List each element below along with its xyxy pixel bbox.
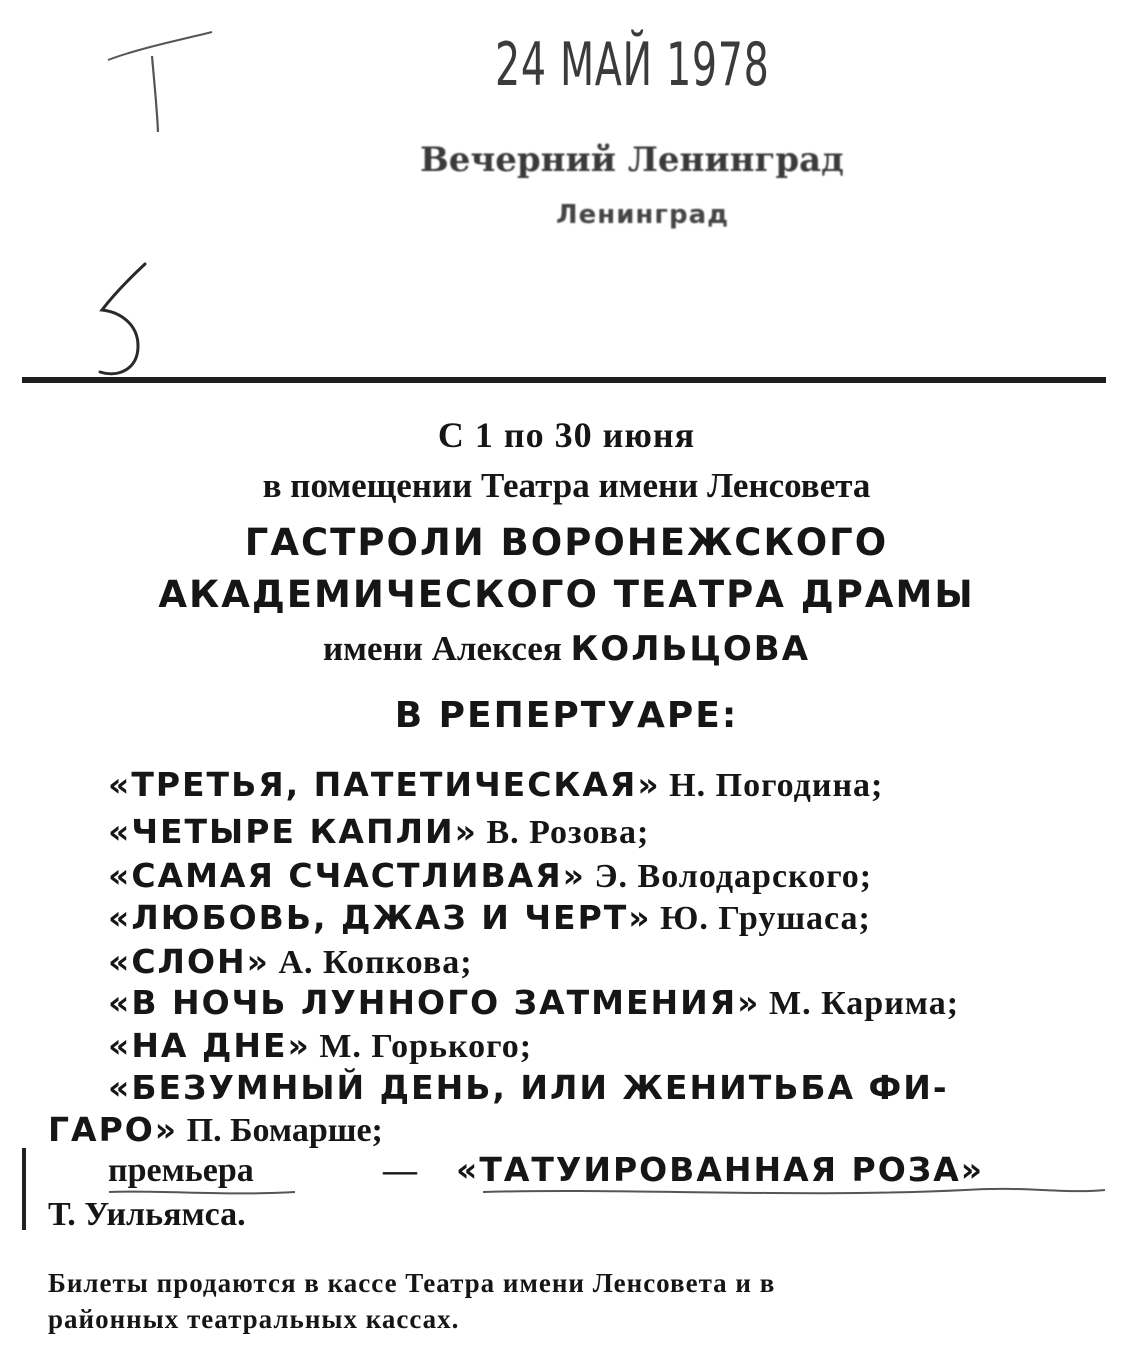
separator-rule (22, 377, 1106, 383)
play-author: П. Бомарше; (186, 1112, 383, 1149)
play-item-figaro-line-2 (48, 1110, 383, 1150)
play-author: М. Горького; (319, 1028, 533, 1065)
play-author: А. Копкова; (278, 944, 473, 981)
headline-line-2: АКАДЕМИЧЕСКОГО ТЕАТРА ДРАМЫ (158, 573, 975, 616)
play-item (108, 898, 1108, 938)
stamp-date: 24 МАЙ 1978 (495, 30, 770, 100)
handwritten-5-mark (90, 258, 160, 388)
play-author: В. Розова; (486, 814, 650, 851)
theatre-named-after (0, 629, 1133, 669)
play-item (108, 942, 1108, 982)
premiere-dash: — (383, 1152, 417, 1189)
play-title: «ТРЕТЬЯ, ПАТЕТИЧЕСКАЯ» (108, 765, 661, 804)
play-item (108, 1026, 1108, 1066)
play-title: «В НОЧЬ ЛУННОГО ЗАТМЕНИЯ» (108, 983, 761, 1022)
play-author: Ю. Грушаса; (660, 900, 871, 937)
play-title: «ЛЮБОВЬ, ДЖАЗ И ЧЕРТ» (108, 898, 652, 937)
tickets-note-line-1: Билеты продаются в кассе Театра имени Ленсовета и в (48, 1268, 776, 1298)
named-prefix: имени Алексея (322, 629, 562, 668)
handwritten-t-mark (100, 20, 220, 140)
tickets-note-line-2: районных театральных кассах. (48, 1304, 460, 1334)
repertoire-heading: В РЕПЕРТУАРЕ: (394, 695, 739, 736)
premiere-author: Т. Уильямса. (48, 1196, 246, 1233)
play-item (108, 765, 1108, 805)
play-author: М. Карима; (769, 985, 960, 1022)
named-surname: КОЛЬЦОВА (570, 629, 811, 669)
margin-mark (22, 1148, 26, 1230)
play-item (108, 983, 1108, 1023)
stamp-city: Ленинград (556, 200, 730, 230)
tour-venue: в помещении Театра имени Ленсовета (262, 466, 871, 505)
play-title: «БЕЗУМНЫЙ ДЕНЬ, ИЛИ ЖЕНИТЬБА ФИ- (108, 1068, 949, 1107)
play-item (108, 856, 1108, 896)
headline-line-1: ГАСТРОЛИ ВОРОНЕЖСКОГО (244, 521, 889, 564)
play-title: «НА ДНЕ» (108, 1026, 311, 1065)
underline-mark (105, 1184, 1110, 1204)
play-title: «ЧЕТЫРЕ КАПЛИ» (108, 812, 478, 851)
play-title: «САМАЯ СЧАСТЛИВАЯ» (108, 856, 586, 895)
tour-dates: С 1 по 30 июня (437, 415, 696, 455)
play-author: Э. Володарского; (594, 858, 873, 895)
premiere-label: премьера (108, 1152, 254, 1189)
premiere-title: «ТАТУИРОВАННАЯ РОЗА» (456, 1150, 985, 1189)
play-item-figaro-line-1 (108, 1068, 949, 1108)
play-author: Н. Погодина; (669, 767, 884, 804)
play-item (108, 812, 1108, 852)
play-title: «СЛОН» (108, 942, 270, 981)
stamp-newspaper-name: Вечерний Ленинград (420, 140, 844, 180)
play-title: ГАРО» (48, 1110, 179, 1149)
